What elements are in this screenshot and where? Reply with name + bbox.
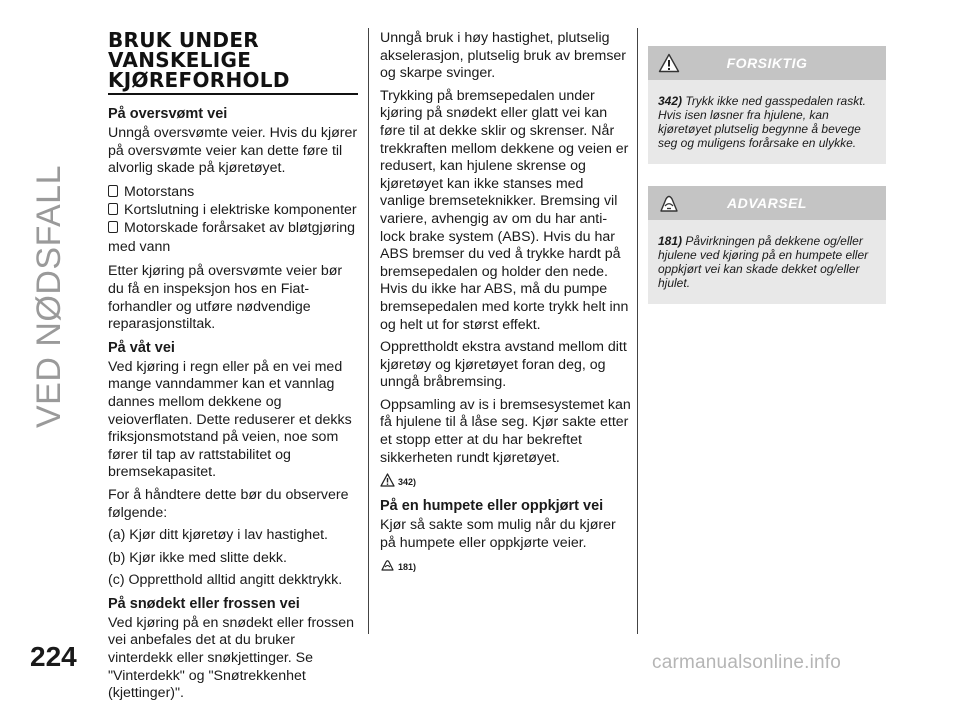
caution-header xyxy=(648,46,886,80)
paragraph: Ved kjøring i regn eller på en vei med mange vanndammer kan et vannlag dannes mellom dekkene og veioverflaten. Dette reduserer et dekks friksjonsmotstand på veien, noe som fører til tap av rattstabilitet og bremsekapasitet. xyxy=(108,358,352,481)
column-divider-1 xyxy=(368,28,369,634)
list-item-text: Motorstans xyxy=(124,183,195,200)
paragraph: Trykking på bremsepedalen under kjøring på snødekt eller glatt vei kan føre til at dekke sklir og skrenser. Når trekkraften mellom dekkene og veien er redusert, kan hjulene skrense og kjøretøyet kan ikke stanses med vanlige bremseteknikker. Bremsing vil variere, avhengig av om du har anti-lock brake system (ABS). Hvis du har ABS bremser du ved å trykke hardt på bremsepedalen og holder den nede. Hvis du ikke har ABS, må du pumpe bremsepedalen med korte trykk helt inn og helt ut for størst effekt. xyxy=(380,87,629,333)
paragraph: Oppsamling av is i bremsesystemet kan få hjulene til å låse seg. Kjør sakte etter et stopp etter at du har bekreftet sikkerheten rundt kjøretøyet. xyxy=(380,396,631,466)
subheading-flooded-road: På oversvømt vei xyxy=(108,106,228,122)
checkbox-bullet-icon xyxy=(108,203,118,215)
page-number: 224 xyxy=(30,641,77,672)
warning-number: 181) xyxy=(658,234,683,248)
chapter-side-title-text: VED NØDSFALL xyxy=(30,165,68,428)
paragraph: Unngå oversvømte veier. Hvis du kjører på oversvømte veier kan dette føre til alvorlig skade på kjøretøyet. xyxy=(108,125,358,177)
reference-number: 342) xyxy=(398,477,417,488)
paragraph: Unngå bruk i høy hastighet, plutselig akselerasjon, plutselig bruk av bremser og skarpe svinger. xyxy=(380,30,627,82)
column-2 xyxy=(380,30,632,582)
subheading-snowy-road: På snødekt eller frossen vei xyxy=(108,595,300,612)
caution-label: FORSIKTIG xyxy=(726,55,808,71)
reference-number: 181) xyxy=(398,562,417,573)
warning-reference xyxy=(380,558,632,572)
column-3 xyxy=(648,46,886,326)
paragraph: For å håndtere dette bør du observere følgende: xyxy=(108,486,349,521)
watermark: carmanualsonline.info xyxy=(652,652,842,673)
warning-body xyxy=(648,220,886,304)
paragraph: Kjør så sakte som mulig når du kjører på humpete eller oppkjørte veier. xyxy=(380,517,616,551)
caution-reference xyxy=(380,473,632,487)
paragraph: Opprettholdt ekstra avstand mellom ditt kjøretøy og kjøretøyet foran deg, og unngå bråbremsing. xyxy=(380,339,627,391)
paragraph: Etter kjøring på oversvømte veier bør du få en inspeksjon hos en Fiat-forhandler og utføre nødvendige reparasjonstiltak. xyxy=(108,263,343,333)
warning-header xyxy=(648,186,886,220)
checkbox-bullet-icon xyxy=(108,185,118,197)
list-item xyxy=(108,183,358,201)
paragraph-item-c: (c) Oppretthold alltid angitt dekktrykk. xyxy=(108,572,343,589)
warning-text: Påvirkningen på dekkene og/eller hjulene ved kjøring på en humpete eller oppkjørt vei kan skade dekket og/eller hjulet. xyxy=(658,234,869,290)
list-item xyxy=(108,201,358,219)
warning-triangle-icon xyxy=(380,473,395,487)
column-1 xyxy=(108,30,358,708)
caution-body xyxy=(648,80,886,164)
caution-text: Trykk ikke ned gasspedalen raskt. Hvis isen løsner fra hjulene, kan kjøretøyet plutselig begynne å bevege seg og muligens forårsake en ulykke. xyxy=(658,94,866,150)
list-item-continuation: med vann xyxy=(108,238,171,255)
paragraph-item-b: (b) Kjør ikke med slitte dekk. xyxy=(108,549,287,566)
subheading-wet-road: På våt vei xyxy=(108,339,175,356)
hand-warning-icon xyxy=(380,558,395,572)
hand-warning-icon xyxy=(658,193,680,213)
list-item-text: Kortslutning i elektriske komponenter xyxy=(124,201,357,218)
column-divider-2 xyxy=(637,28,638,634)
section-heading: BRUK UNDER VANSKELIGE KJØREFORHOLD xyxy=(108,30,358,95)
paragraph-item-a: (a) Kjør ditt kjøretøy i lav hastighet. xyxy=(108,527,328,544)
warning-label: ADVARSEL xyxy=(727,195,807,211)
list-item xyxy=(108,219,358,237)
chapter-side-title xyxy=(22,165,82,428)
warning-panel xyxy=(648,186,886,304)
caution-panel xyxy=(648,46,886,164)
checkbox-bullet-icon xyxy=(108,221,118,233)
caution-number: 342) xyxy=(658,94,683,108)
paragraph: Ved kjøring på en snødekt eller frossen vei anbefales det at du bruker vinterdekk eller snøkjettinger. Se "Vinterdekk" og "Snøtrekkenhet (kjettinger)". xyxy=(108,614,355,702)
subheading-bumpy-road: På en humpete eller oppkjørt vei xyxy=(380,498,604,515)
list-item-text: Motorskade forårsaket av bløtgjøring xyxy=(124,219,356,236)
warning-triangle-icon xyxy=(658,53,680,73)
